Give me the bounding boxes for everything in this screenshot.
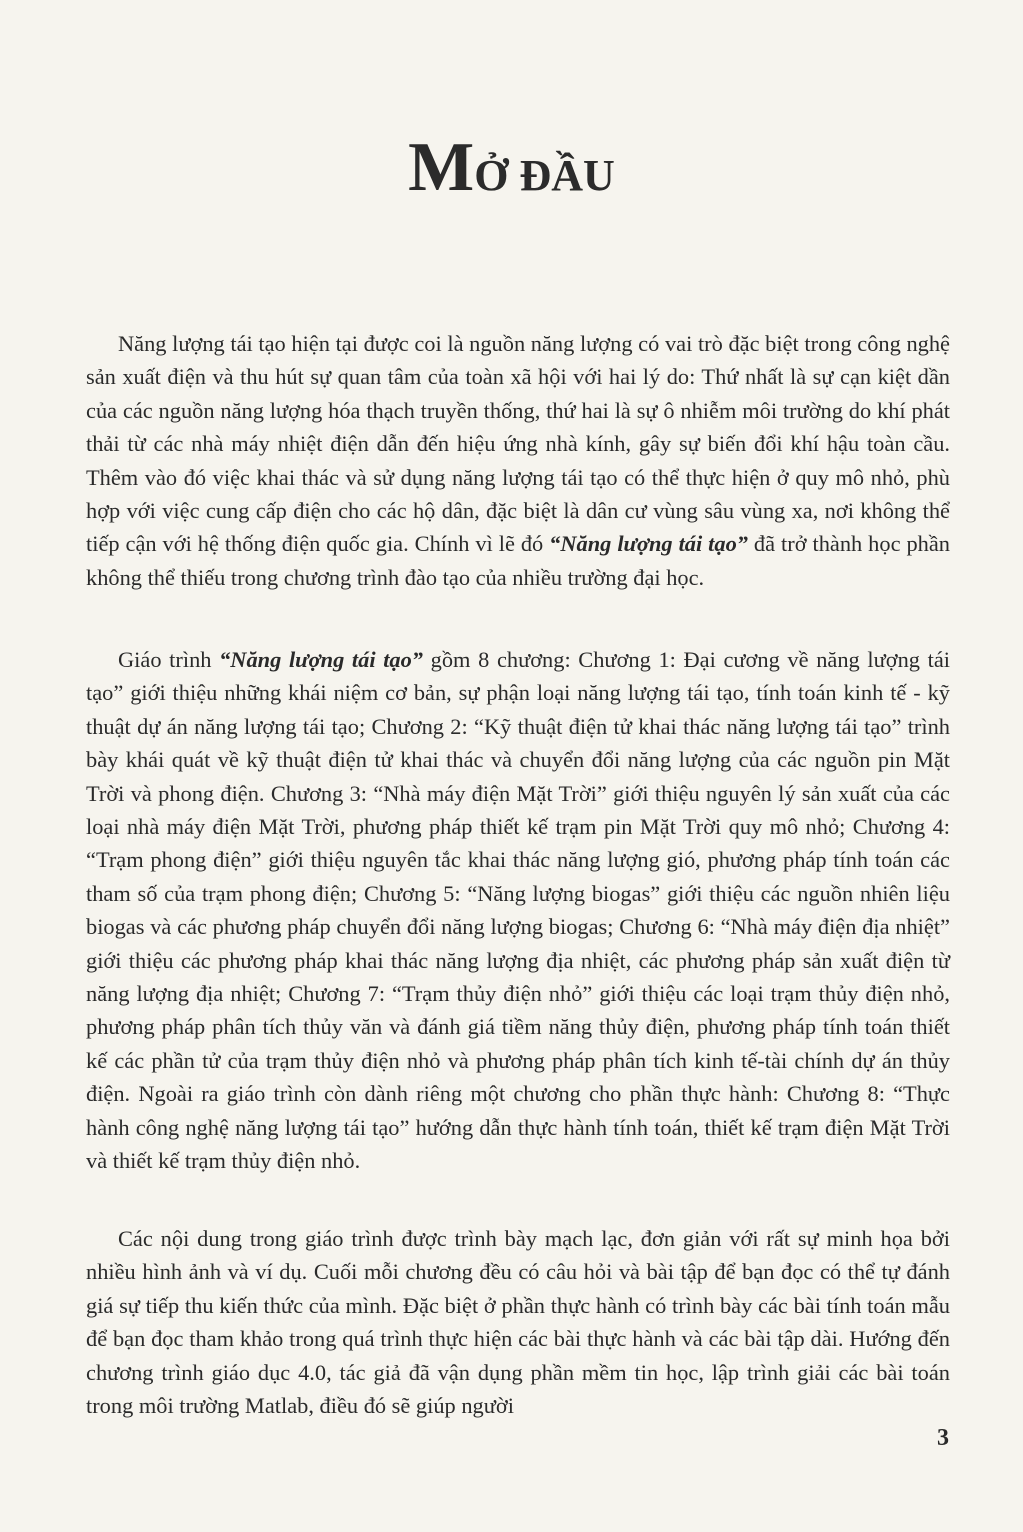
textbook-title-emphasis: “Năng lượng tái tạo” bbox=[219, 647, 423, 672]
paragraph-intro bbox=[86, 327, 950, 594]
chapter-heading bbox=[0, 129, 1023, 207]
paragraph-content-text: Các nội dung trong giáo trình được trình bày mạch lạc, đơn giản với rất sự minh họa bởi nhiều hình ảnh và ví dụ. Cuối mỗi chương đều có câu hỏi và bài tập để bạn đọc có thể tự đánh giá sự tiếp thu kiến thức của mình. Đặc biệt ở phần thực hành có trình bày các bài tính toán mẫu để bạn đọc tham khảo trong quá trình thực hiện các bài thực hành và các bài tập dài. Hướng đến chương trình giáo dục 4.0, tác giả đã vận dụng phần mềm tin học, lập trình giải các bài toán trong môi trường Matlab, điều đó sẽ giúp người bbox=[86, 1226, 950, 1419]
paragraph-intro-text: Năng lượng tái tạo hiện tại được coi là nguồn năng lượng có vai trò đặc biệt trong công nghệ sản xuất điện và thu hút sự quan tâm của toàn xã hội với hai lý do: Thứ nhất là sự cạn kiệt dần của các nguồn năng lượng hóa thạch truyền thống, thứ hai là sự ô nhiễm môi trường do khí phát thải từ các nhà máy nhiệt điện dẫn đến hiệu ứng nhà kính, gây sự biến đổi khí hậu toàn cầu. Thêm vào đó việc khai thác và sử dụng năng lượng tái tạo có thể thực hiện ở quy mô nhỏ, phù hợp với việc cung cấp điện cho các hộ dân, đặc biệt là dân cư vùng sâu vùng xa, nơi không thể tiếp cận với hệ thống điện quốc gia. Chính vì lẽ đó bbox=[86, 331, 950, 557]
paragraph-content bbox=[86, 1222, 950, 1422]
paragraph-chapters-text-start: Giáo trình bbox=[118, 647, 220, 672]
heading-rest: Ở ĐẦU bbox=[474, 151, 615, 201]
paragraph-chapters-text: gồm 8 chương: Chương 1: Đại cương về năng lượng tái tạo” giới thiệu những khái niệm cơ bản, sự phận loại năng lượng tái tạo, tính toán kinh tế - kỹ thuật dự án năng lượng tái tạo; Chương 2: “Kỹ thuật điện tử khai thác năng lượng tái tạo” trình bày khái quát về kỹ thuật điện tử khai thác và chuyển đổi năng lượng của các nguồn pin Mặt Trời và phong điện. Chương 3: “Nhà máy điện Mặt Trời” giới thiệu nguyên lý sản xuất của các loại nhà máy điện Mặt Trời, phương pháp thiết kế trạm pin Mặt Trời quy mô nhỏ; Chương 4: “Trạm phong điện” giới thiệu nguyên tắc khai thác năng lượng gió, phương pháp tính toán các tham số của trạm phong điện; Chương 5: “Năng lượng biogas” giới thiệu các nguồn nhiên liệu biogas và các phương pháp chuyển đổi năng lượng biogas; Chương 6: “Nhà máy điện địa nhiệt” giới thiệu các phương pháp khai thác năng lượng địa nhiệt, các phương pháp sản xuất điện từ năng lượng địa nhiệt; Chương 7: “Trạm thủy điện nhỏ” giới thiệu các loại trạm thủy điện nhỏ, phương pháp phân tích thủy văn và đánh giá tiềm năng thủy điện, phương pháp tính toán thiết kế các phần tử của trạm thủy điện nhỏ và phương pháp phân tích kinh tế-tài chính dự án thủy điện. Ngoài ra giáo trình còn dành riêng một chương cho phần thực hành: Chương 8: “Thực hành công nghệ năng lượng tái tạo” hướng dẫn thực hành tính toán, thiết kế trạm điện Mặt Trời và thiết kế trạm thủy điện nhỏ. bbox=[86, 647, 950, 1174]
heading-first-letter: M bbox=[408, 129, 475, 207]
course-title-emphasis: “Năng lượng tái tạo” bbox=[549, 531, 748, 557]
page-number: 3 bbox=[937, 1425, 949, 1451]
paragraph-chapters bbox=[86, 643, 950, 1178]
paragraph-intro-text-end: đã trở thành học phần không thể thiếu trong chương trình đào tạo của nhiều trường đại học. bbox=[86, 531, 950, 590]
